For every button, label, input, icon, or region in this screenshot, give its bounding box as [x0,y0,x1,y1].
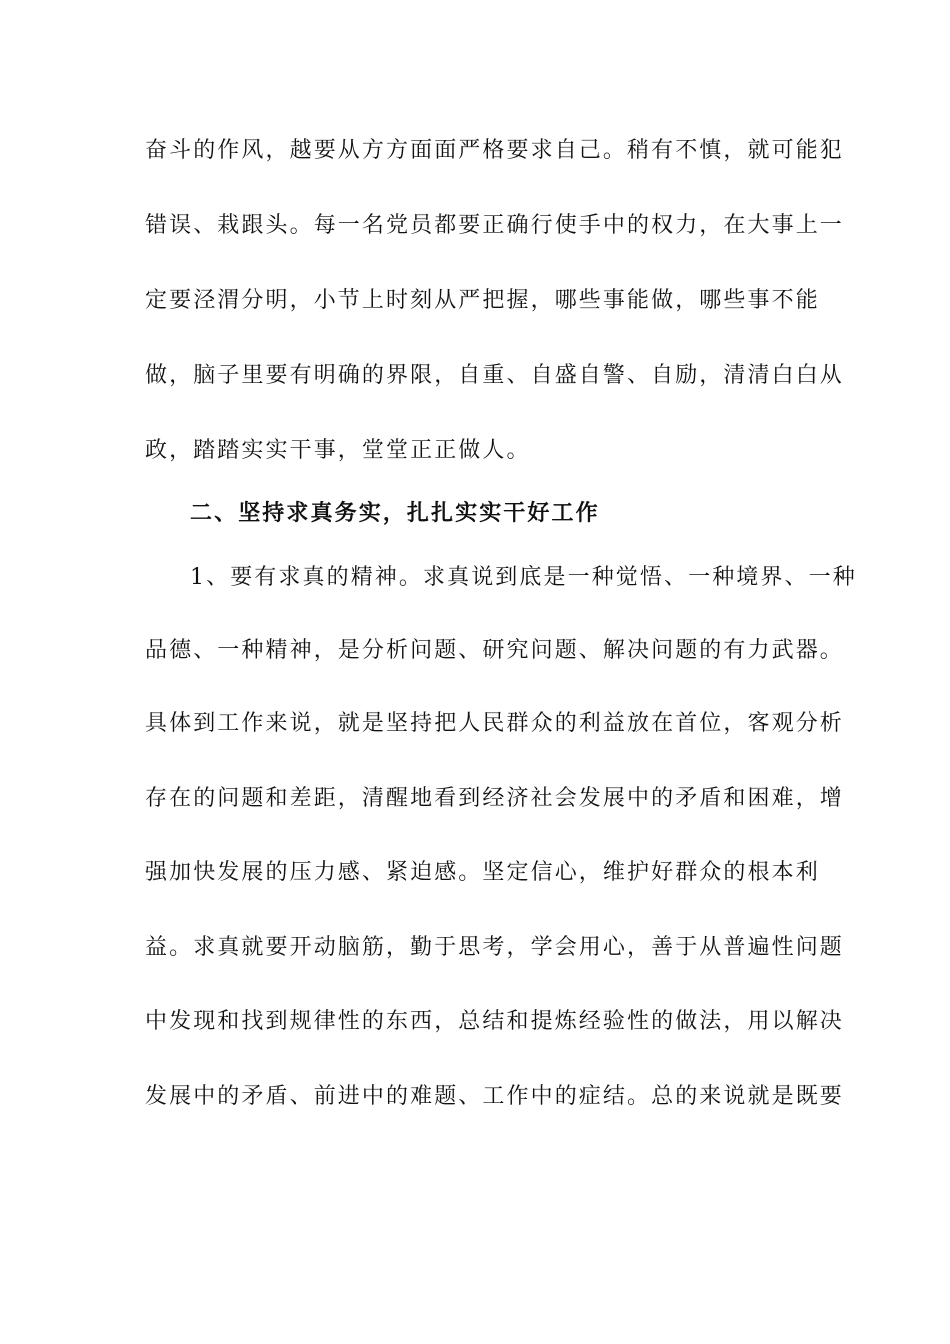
paragraph-line: 中发现和找到规律性的东西，总结和提炼经验性的做法，用以解决 [145,1009,844,1034]
paragraph-line: 发展中的矛盾、前进中的难题、工作中的症结。总的来说就是既要 [145,1084,844,1109]
paragraph-line: 定要泾渭分明，小节上时刻从严把握，哪些事能做，哪些事不能 [145,288,820,313]
paragraph-line: 强加快发展的压力感、紧迫感。坚定信心，维护好群众的根本利 [145,860,820,885]
paragraph-line: 政，踏踏实实干事，堂堂正正做人。 [145,438,531,463]
paragraph-line: 做，脑子里要有明确的界限，自重、自盛自警、自励，清清白白从 [145,363,844,388]
section-heading: 二、坚持求真务实，扎扎实实干好工作 [190,500,600,526]
paragraph-line: 益。求真就要开动脑筋，勤于思考，学会用心，善于从普遍性问题 [145,935,844,960]
paragraph-line: 错误、栽跟头。每一名党员都要正确行使手中的权力，在大事上一 [145,213,844,238]
paragraph-line: 1、要有求真的精神。求真说到底是一种觉悟、一种境界、一种 [190,565,857,590]
paragraph-line: 奋斗的作风，越要从方方面面严格要求自己。稍有不慎，就可能犯 [145,138,844,163]
paragraph-line: 具体到工作来说，就是坚持把人民群众的利益放在首位，客观分析 [145,711,844,736]
paragraph-line: 存在的问题和差距，清醒地看到经济社会发展中的矛盾和困难，增 [145,786,844,811]
paragraph-line: 品德、一种精神，是分析问题、研究问题、解决问题的有力武器。 [145,638,844,663]
